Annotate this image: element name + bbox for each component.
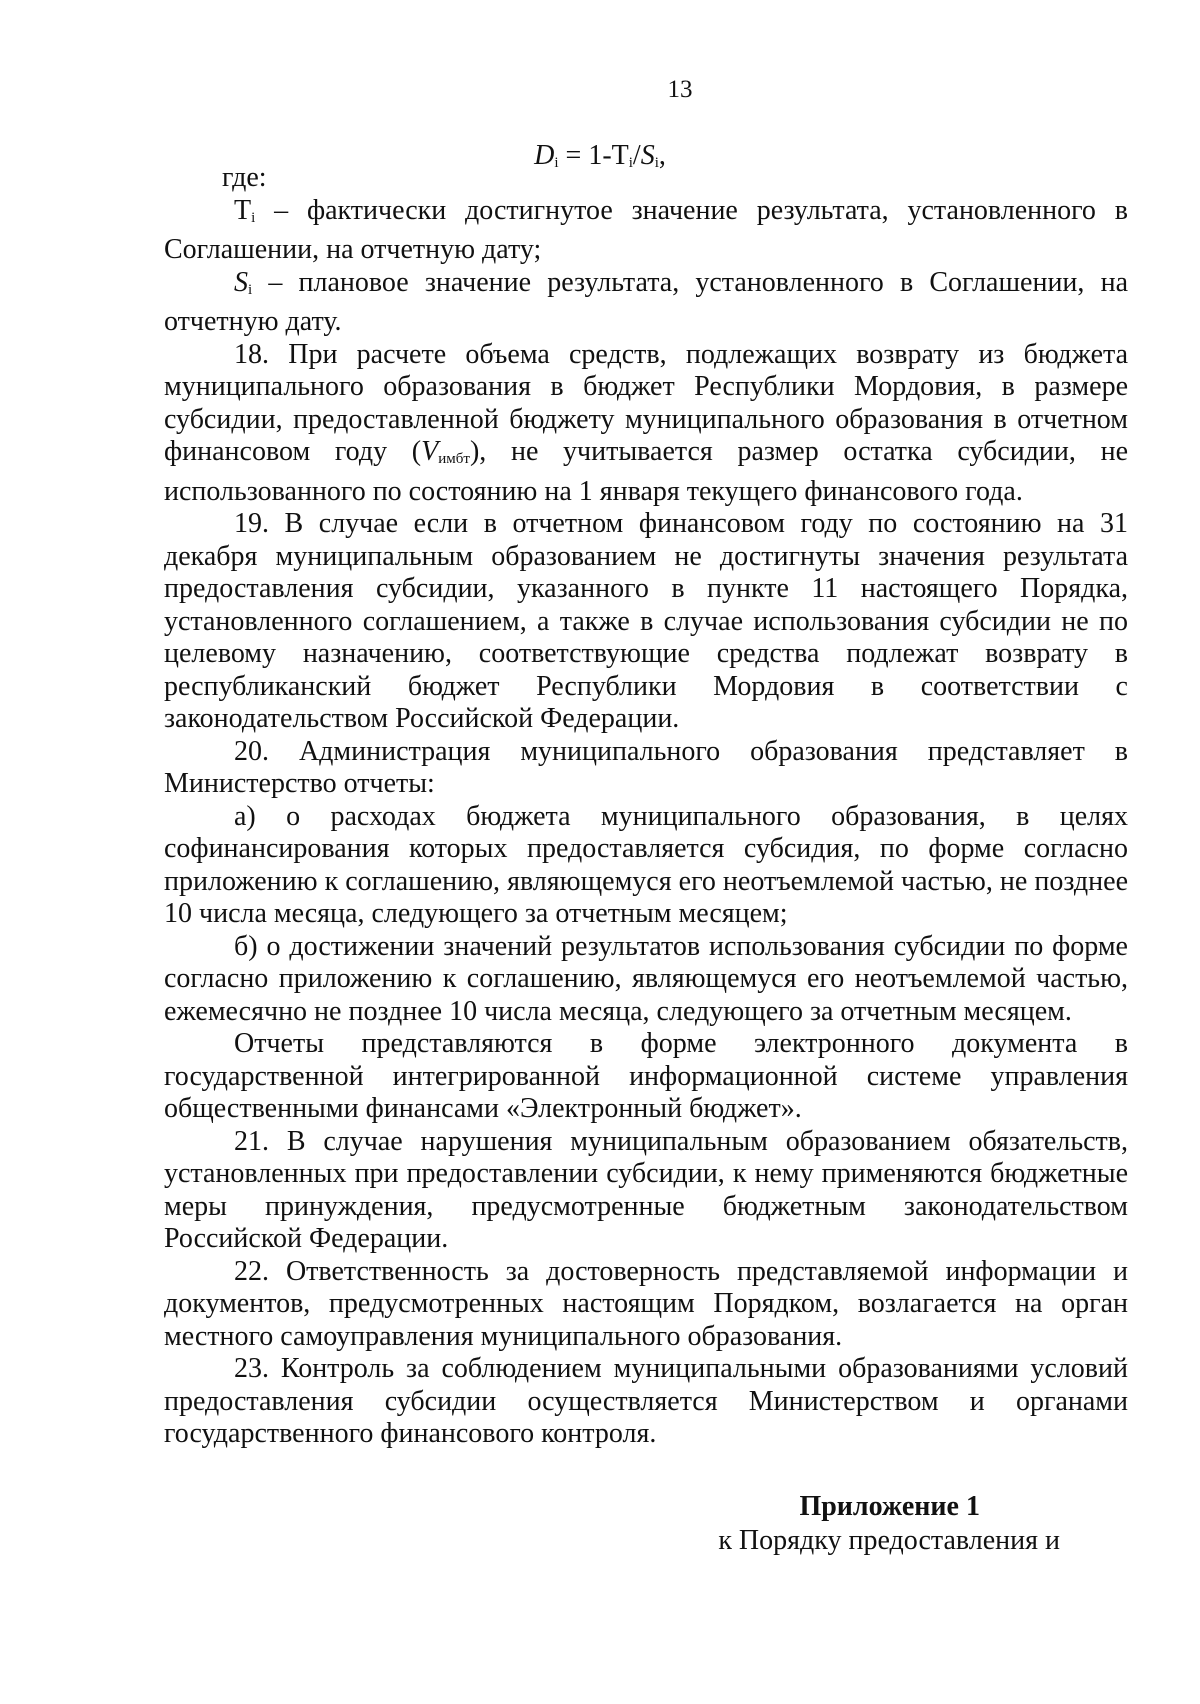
formula-lhs-sub: i [554, 155, 559, 171]
definition-t [164, 195, 1128, 267]
s-symbol: S [234, 266, 248, 298]
formula-eq: = 1-T [558, 140, 629, 171]
paragraph-23: 23. Контроль за соблюдением муниципальными образованиями условий предоставления субсидии осуществляется Министерством и органами государственного финансового контроля. [164, 1353, 1128, 1449]
p18-after: ), не учитывается размер остатка субсидии, не использованного по состоянию на 1 января текущего финансового года. [164, 436, 1129, 507]
t-text: – фактически достигнутое значение результата, установленного в Соглашении, на отчетную дату; [164, 194, 1128, 265]
t-symbol: T [234, 194, 252, 226]
where-label: где: [222, 162, 267, 193]
paragraph-19: 19. В случае если в отчетном финансовом году по состоянию на 31 декабря муниципальным образованием не достигнуты значения результата предоставления субсидии, указанного в пункте 11 настоящего Порядка, установленного соглашением, а также в случае использования субсидии не по целевому назначению, соответствующие средства подлежат возврату в республиканский бюджет Республики Мордовия в соответствии с законодательством Российской Федерации. [164, 508, 1128, 734]
p18-before: 18. При расчете объема средств, подлежащих возврату из бюджета муниципального образования в бюджет Республики Мордовия, в размере субсидии, предоставленной бюджету муниципального образования в отчетном финансовом году ( [164, 338, 1128, 467]
paragraph-20: 20. Администрация муниципального образования представляет в Министерство отчеты: [164, 735, 1128, 799]
paragraph-20c: Отчеты представляются в форме электронного документа в государственной интегрированной информационной системе управления общественными финансами «Электронный бюджет». [164, 1028, 1128, 1124]
appendix-subtitle: к Порядку предоставления и [718, 1525, 1060, 1556]
paragraph-18 [164, 339, 1128, 509]
document-body [164, 162, 1128, 1451]
p18-var: V [421, 436, 439, 467]
s-sub: i [248, 281, 253, 298]
formula-s: S [640, 140, 655, 171]
formula-t-sub: i [628, 155, 633, 171]
p18-var-sub: имбт [438, 451, 470, 467]
definition-s [164, 267, 1128, 339]
appendix-block [0, 1490, 1060, 1558]
formula-tail: , [658, 140, 666, 171]
appendix-title: Приложение 1 [799, 1491, 980, 1522]
s-text: – плановое значение результата, установленного в Соглашении, на отчетную дату. [164, 266, 1128, 337]
paragraph-21: 21. В случае нарушения муниципальным образованием обязательств, установленных при предоставлении субсидии, к нему применяются бюджетные меры принуждения, предусмотренные бюджетным законодательством Российской Федерации. [164, 1125, 1128, 1254]
formula-lhs: D [534, 140, 555, 171]
formula-slash: / [632, 140, 641, 171]
formula-s-sub: i [654, 155, 659, 171]
paragraph-22: 22. Ответственность за достоверность представляемой информации и документов, предусмотренных настоящим Порядком, возлагается на орган местного самоуправления муниципального образования. [164, 1255, 1128, 1352]
paragraph-20b: б) о достижении значений результатов использования субсидии по форме согласно приложению к соглашению, являющемуся его неотъемлемой частью, ежемесячно не позднее 10 числа месяца, следующего за отчетным месяцем. [164, 930, 1128, 1027]
paragraph-20a: а) о расходах бюджета муниципального образования, в целях софинансирования которых предоставляется субсидия, по форме согласно приложению к соглашению, являющемуся его неотъемлемой частью, не позднее 10 числа месяца, следующего за отчетным месяцем; [164, 800, 1128, 929]
page-number: 13 [667, 76, 693, 103]
t-sub: i [251, 209, 256, 226]
